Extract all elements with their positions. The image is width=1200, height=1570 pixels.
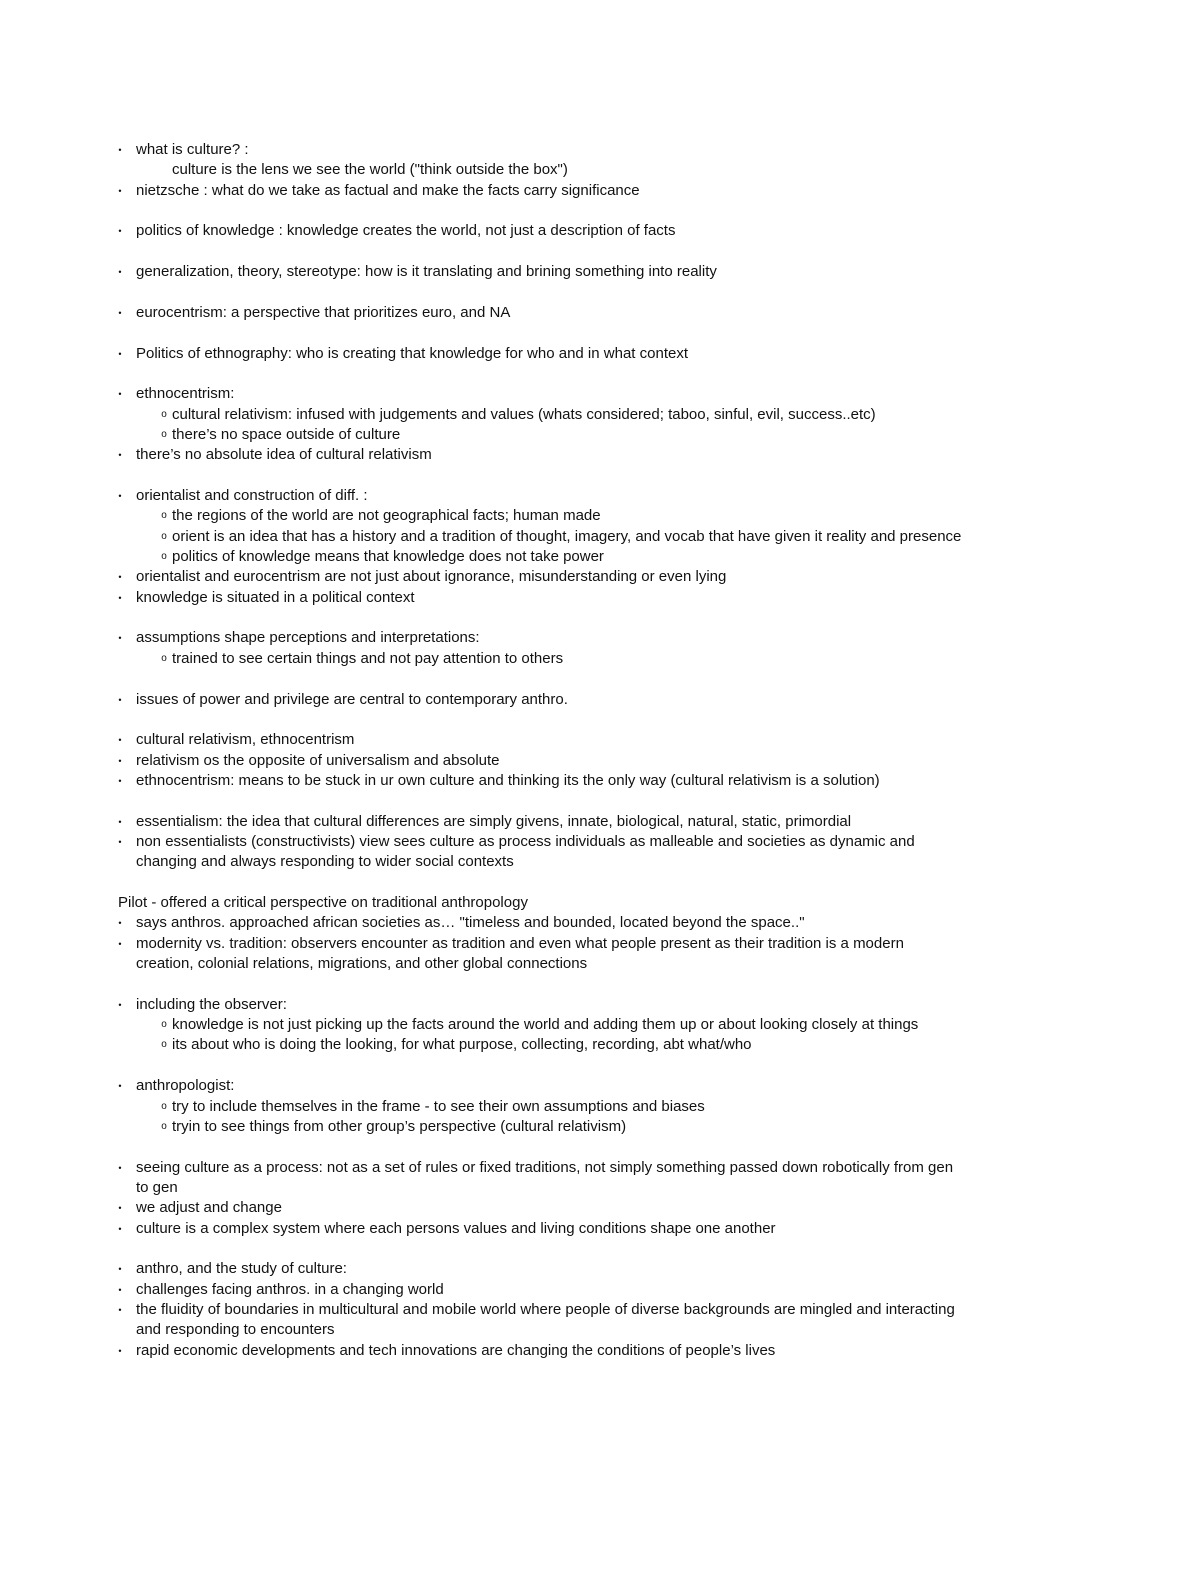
bullet-icon: •: [118, 348, 122, 359]
line-text: Politics of ethnography: who is creating that knowledge for who and in what context: [136, 344, 688, 362]
line-text: trained to see certain things and not pay attention to others: [172, 649, 564, 667]
circle-bullet-icon: o: [161, 551, 167, 562]
line-text: the regions of the world are not geographical facts; human made: [172, 507, 601, 525]
line-text: creation, colonial relations, migrations, and other global connections: [136, 955, 588, 972]
line-text: modernity vs. tradition: observers encounter as tradition and even what people present as their tradition is a modern: [136, 934, 904, 952]
bullet-icon: •: [118, 775, 122, 786]
line-text: non essentialists (constructivists) view sees culture as process individuals as malleable and societies as dynamic and: [136, 832, 915, 850]
bullet-icon: •: [118, 735, 122, 746]
line-text: rapid economic developments and tech innovations are changing the conditions of people’s lives: [136, 1341, 776, 1359]
line-text: ethnocentrism: means to be stuck in ur own culture and thinking its the only way (cultural relativism is a solution): [136, 771, 880, 789]
bullet-icon: •: [118, 816, 122, 827]
bullet-icon: •: [118, 918, 122, 929]
line-text: cultural relativism, ethnocentrism: [136, 731, 355, 749]
bullet-icon: •: [118, 1345, 122, 1356]
bullet-icon: •: [118, 1284, 122, 1295]
bullet-icon: •: [118, 694, 122, 705]
line-text: cultural relativism: infused with judgements and values (whats considered; taboo, sinful, evil, success..etc): [172, 405, 876, 423]
line-text: knowledge is not just picking up the facts around the world and adding them up or about looking closely at things: [172, 1016, 919, 1034]
circle-bullet-icon: o: [161, 1039, 167, 1051]
line-text: try to include themselves in the frame - to see their own assumptions and biases: [172, 1097, 705, 1115]
line-text: politics of knowledge : knowledge creates the world, not just a description of facts: [136, 222, 676, 240]
circle-bullet-icon: o: [161, 1120, 167, 1132]
circle-bullet-icon: o: [161, 1100, 167, 1112]
line-text: the fluidity of boundaries in multicultural and mobile world where people of diverse backgrounds are mingled and interacting: [136, 1300, 955, 1318]
line-text: politics of knowledge means that knowledge does not take power: [172, 548, 604, 565]
line-text: there’s no space outside of culture: [172, 425, 401, 443]
bullet-icon: •: [118, 491, 122, 501]
line-text: tryin to see things from other group’s perspective (cultural relativism): [172, 1117, 627, 1135]
line-text: nietzsche : what do we take as factual and make the facts carry significance: [136, 181, 640, 199]
line-text: including the observer:: [136, 995, 287, 1013]
circle-bullet-icon: o: [161, 510, 167, 522]
line-text: changing and always responding to wider social contexts: [136, 853, 514, 871]
bullet-icon: •: [118, 999, 122, 1010]
bullet-icon: •: [118, 1162, 122, 1173]
bullet-icon: •: [118, 1223, 122, 1234]
line-text: we adjust and change: [136, 1199, 282, 1217]
line-text: relativism os the opposite of universalism and absolute: [136, 751, 500, 769]
bullet-icon: •: [118, 307, 122, 318]
line-text: and responding to encounters: [136, 1321, 335, 1339]
line-text: assumptions shape perceptions and interpretations:: [136, 629, 480, 647]
line-text: to gen: [136, 1178, 178, 1196]
bullet-icon: •: [118, 633, 122, 644]
line-text: generalization, theory, stereotype: how is it translating and brining something into reality: [136, 263, 717, 281]
bullet-icon: •: [118, 185, 122, 196]
circle-bullet-icon: o: [161, 428, 167, 440]
line-text: Pilot - offered a critical perspective on traditional anthropology: [118, 894, 528, 911]
circle-bullet-icon: o: [161, 408, 167, 420]
bullet-icon: •: [118, 755, 122, 766]
circle-bullet-icon: o: [161, 530, 167, 542]
bullet-icon: •: [118, 389, 122, 400]
line-text: its about who is doing the looking, for what purpose, collecting, recording, abt what/who: [172, 1036, 752, 1054]
line-text: what is culture? :: [136, 141, 249, 158]
bullet-icon: •: [118, 226, 122, 237]
bullet-icon: •: [118, 1304, 122, 1315]
bullet-icon: •: [118, 267, 122, 278]
bullet-icon: •: [118, 592, 122, 603]
line-text: essentialism: the idea that cultural differences are simply givens, innate, biological, natural, static, primordial: [136, 812, 852, 830]
line-text: culture is a complex system where each persons values and living conditions shape one another: [136, 1219, 776, 1237]
line-text: anthropologist:: [136, 1077, 235, 1095]
line-text: orientalist and eurocentrism are not just about ignorance, misunderstanding or even lying: [136, 568, 727, 586]
line-text: orientalist and construction of diff. :: [136, 487, 368, 504]
line-text: anthro, and the study of culture:: [136, 1260, 347, 1278]
line-text: eurocentrism: a perspective that prioritizes euro, and NA: [136, 303, 511, 321]
bullet-icon: •: [118, 450, 122, 461]
bullet-icon: •: [118, 145, 122, 155]
line-text: culture is the lens we see the world ("think outside the box"): [172, 161, 568, 179]
bullet-icon: •: [118, 836, 122, 847]
line-text: orient is an idea that has a history and a tradition of thought, imagery, and vocab that have given it reality and presence: [172, 527, 962, 545]
bullet-icon: •: [118, 1081, 122, 1092]
line-text: challenges facing anthros. in a changing world: [136, 1280, 444, 1298]
line-text: ethnocentrism:: [136, 385, 235, 403]
line-text: issues of power and privilege are central to contemporary anthro.: [136, 690, 568, 708]
line-text: knowledge is situated in a political context: [136, 588, 415, 606]
bullet-icon: •: [118, 1264, 122, 1275]
line-text: says anthros. approached african societies as… "timeless and bounded, located beyond the space..": [136, 914, 805, 932]
bullet-icon: •: [118, 1203, 122, 1214]
bullet-icon: •: [118, 938, 122, 949]
circle-bullet-icon: o: [161, 652, 167, 664]
circle-bullet-icon: o: [161, 1019, 167, 1031]
line-text: seeing culture as a process: not as a set of rules or fixed traditions, not simply something passed down robotically from gen: [136, 1158, 954, 1176]
line-text: there’s no absolute idea of cultural relativism: [136, 446, 432, 464]
bullet-icon: •: [118, 572, 122, 583]
